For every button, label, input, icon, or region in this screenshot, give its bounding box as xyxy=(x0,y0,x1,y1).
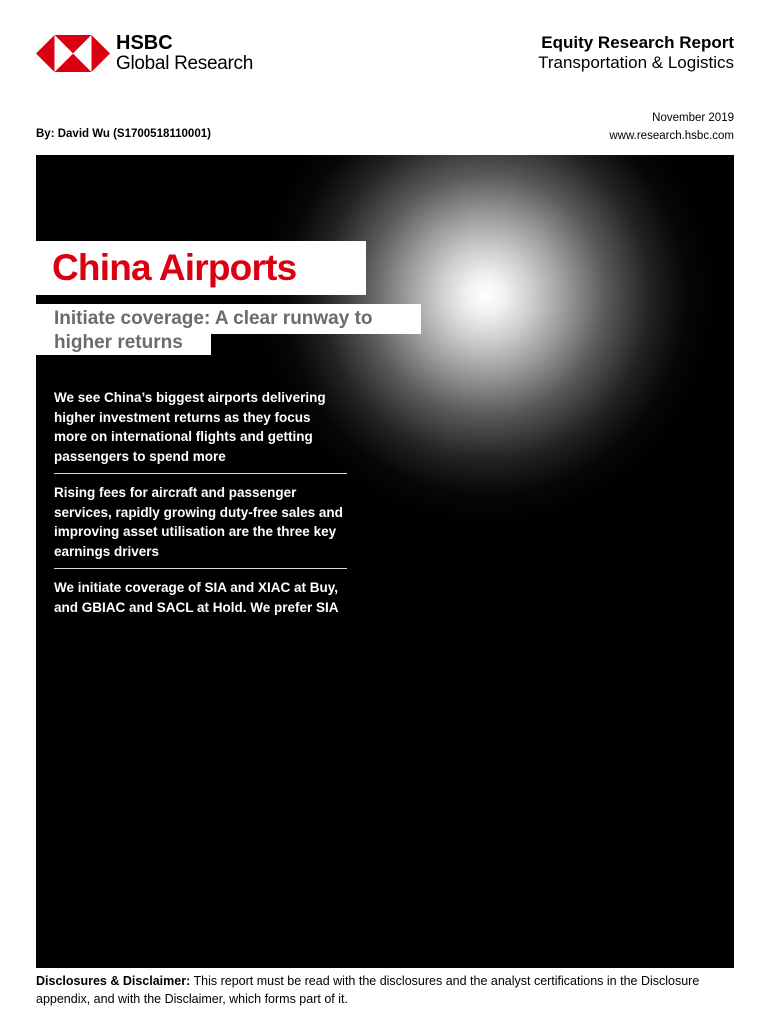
author-byline: By: David Wu (S1700518110001) xyxy=(36,128,211,140)
subtitle-line-2-box xyxy=(36,330,211,355)
hsbc-logo xyxy=(36,33,253,73)
hsbc-hexagon-icon xyxy=(36,35,110,72)
report-sector: Transportation & Logistics xyxy=(538,53,734,73)
subtitle-line-1: Initiate coverage: A clear runway to xyxy=(54,308,373,329)
disclaimer-label: Disclosures & Disclaimer: xyxy=(36,974,191,988)
key-point: We see China’s biggest airports delivering higher investment returns as they focus more on international flights and getting passengers to spend more xyxy=(54,390,326,464)
logo-brand: HSBC xyxy=(116,32,173,54)
key-points xyxy=(54,388,347,624)
subtitle-line-2: higher returns xyxy=(54,331,183,353)
key-point: Rising fees for aircraft and passenger services, rapidly growing duty-free sales and improving asset utilisation are the three key earnings drivers xyxy=(54,473,347,568)
report-title: China Airports xyxy=(52,247,297,288)
logo-division: Global Research xyxy=(116,53,254,74)
report-date: November 2019 xyxy=(652,112,734,124)
report-type-block xyxy=(538,33,734,74)
report-meta xyxy=(609,110,734,146)
key-point: We initiate coverage of SIA and XIAC at Buy, and GBIAC and SACL at Hold. We prefer SIA xyxy=(54,568,347,624)
disclaimer-text: This report must be read with the disclosures and the analyst certifications in the Disclosure appendix, and with the Disclaimer, which forms part of it. xyxy=(36,974,700,1006)
disclaimer xyxy=(36,972,736,1008)
website-link[interactable]: www.research.hsbc.com xyxy=(609,129,734,142)
title-box xyxy=(36,241,366,295)
cover-panel xyxy=(36,155,734,968)
report-type: Equity Research Report xyxy=(541,33,734,52)
